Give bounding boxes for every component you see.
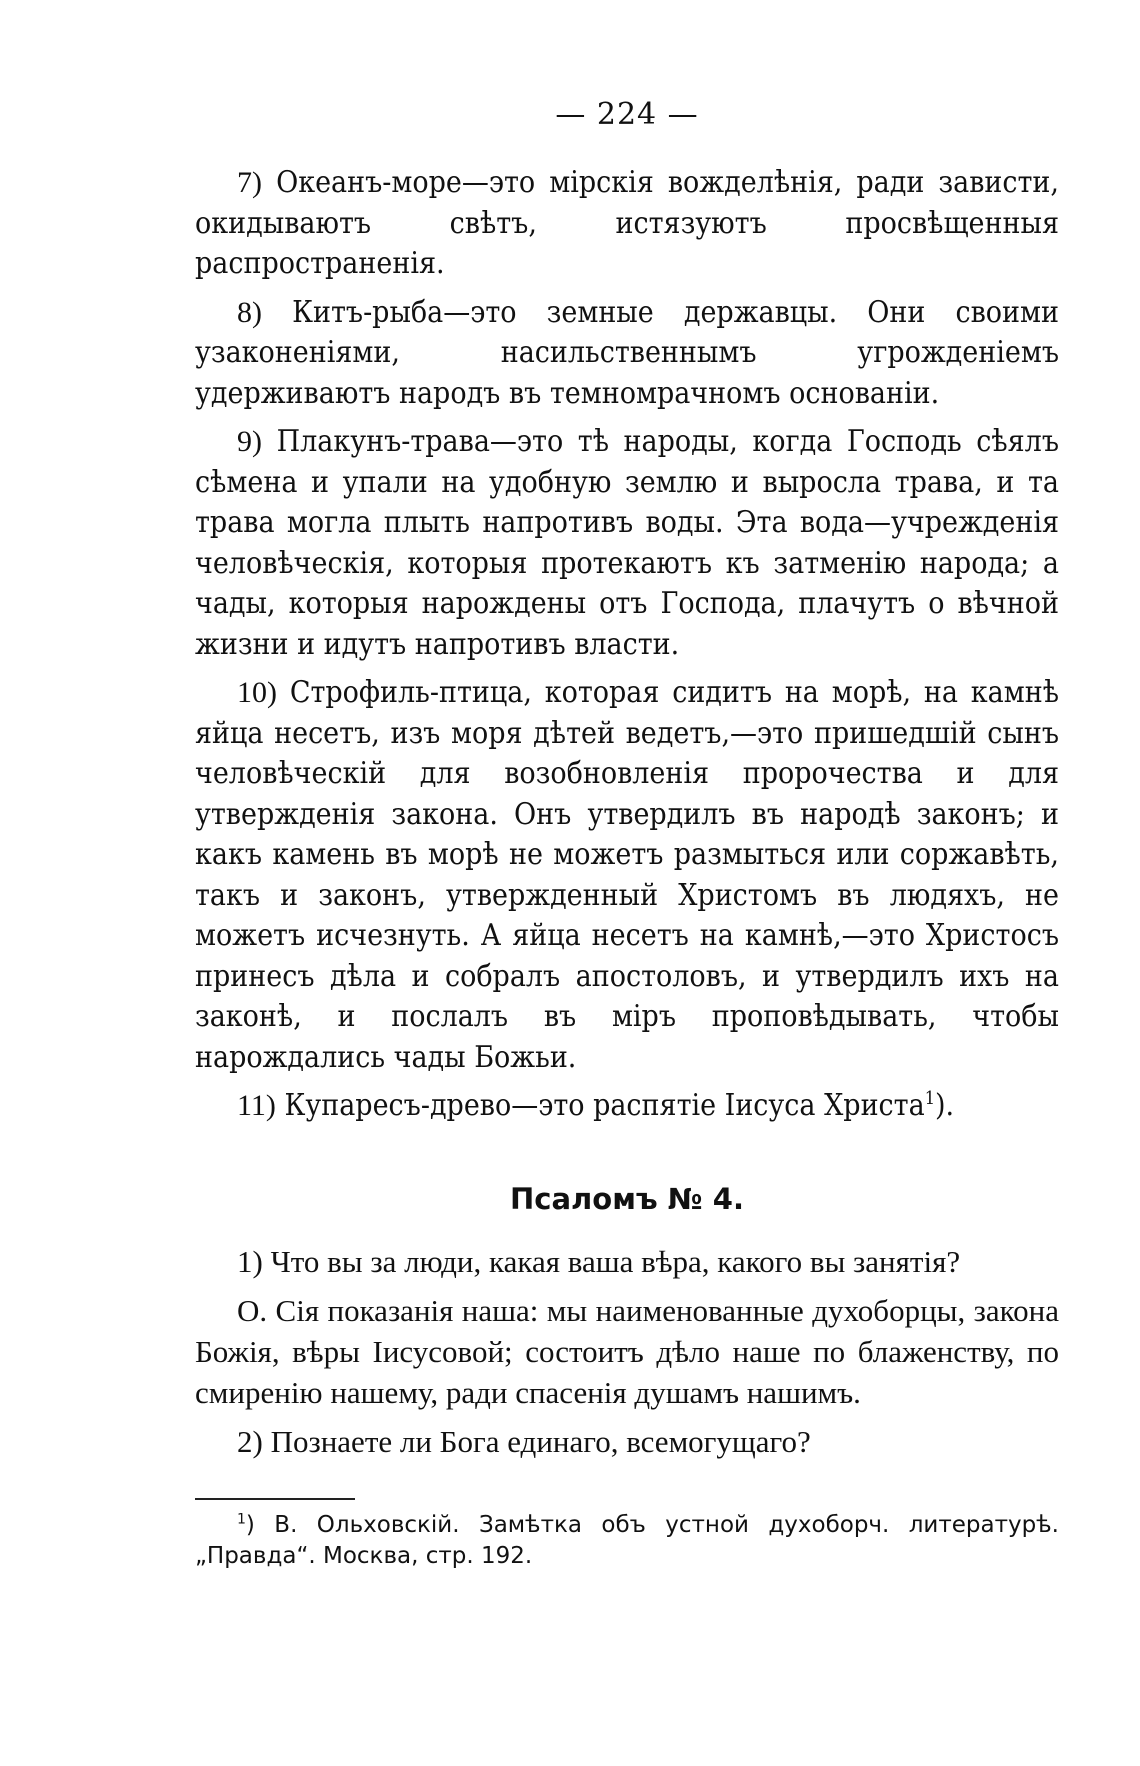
section-heading: Псаломъ № 4. (510, 1181, 744, 1216)
list-item (195, 293, 1059, 415)
footnote-mark: 1 (237, 1510, 246, 1527)
page-number: — 224 — (555, 97, 699, 132)
item-number: 1) (237, 1243, 263, 1279)
list-item (195, 163, 1059, 285)
item-text: Китъ-рыба—это земные державцы. Они своими узаконеніями, насильственнымъ угрожденіемъ удерживаютъ народъ въ темномрачномъ основаніи. (195, 294, 1060, 411)
item-text: Что вы за люди, какая ваша вѣра, какого вы занятія? (270, 1243, 961, 1279)
item-text: Купаресъ-древо—это распятіе Іисуса Христа (284, 1088, 925, 1123)
list-item (195, 1421, 1059, 1462)
item-number: 7) (237, 166, 262, 199)
item-number: О. (237, 1292, 268, 1328)
list-item (195, 1086, 1059, 1127)
footnote (195, 1510, 1059, 1572)
item-text: Плакунъ-трава—это тѣ народы, когда Господь сѣялъ сѣмена и упали на удобную землю и выросла трава, и та трава могла плыть напротивъ воды. Эта вода—учрежденія человѣческія, которыя протекаютъ къ затменію народа; а чады, которыя нарождены отъ Господа, плачутъ о вѣчной жизни и идутъ напротивъ власти. (195, 424, 1059, 662)
psalm-list (195, 1241, 1059, 1462)
item-number: 9) (237, 425, 262, 458)
list-item (195, 1241, 1059, 1282)
item-number: 11) (237, 1089, 276, 1122)
list-item (195, 1290, 1059, 1413)
item-number: 2) (237, 1423, 263, 1459)
footnote-text: ) В. Ольховскій. Замѣтка объ устной духоборч. литературѣ. „Правда“. Москва, стр. 192. (195, 1511, 1059, 1569)
list-item (195, 422, 1059, 665)
item-number: 10) (237, 676, 277, 709)
document-page (195, 95, 1059, 1572)
item-text: Познаете ли Бога единаго, всемогущаго? (270, 1423, 811, 1459)
numbered-list (195, 163, 1059, 1127)
item-number: 8) (237, 295, 262, 329)
list-item (195, 673, 1059, 1078)
item-text: Океанъ-море—это мірскія вожделѣнія, ради зависти, окидываютъ свѣтъ, истязуютъ просвѣщенныя распространенія. (195, 165, 1059, 281)
item-text: Сія показанія наша: мы наименованные духоборцы, закона Божія, вѣры Іисусовой; состоитъ дѣло наше по блаженству, по смиренію нашему, ради спасенія душамъ нашимъ. (195, 1292, 1059, 1410)
item-text-tail: ). (935, 1088, 955, 1123)
footnote-divider (195, 1498, 355, 1500)
item-text: Строфиль-птица, которая сидитъ на морѣ, на камнѣ яйца несетъ, изъ моря дѣтей ведетъ,—это пришедшій сынъ человѣческій для возобновленія пророчества и для утвержденія закона. Онъ утвердилъ въ народѣ законъ; и какъ камень въ морѣ не можетъ размыться или соржавѣть, такъ и законъ, утвержденный Христомъ въ людяхъ, не можетъ исчезнуть. А яйца несетъ на камнѣ,—это Христосъ принесъ дѣла и собралъ апостоловъ, и утвердилъ ихъ на законѣ, и послалъ въ міръ проповѣдывать, чтобы нарождались чады Божьи. (195, 675, 1059, 1075)
footnote-reference: 1 (924, 1088, 935, 1109)
